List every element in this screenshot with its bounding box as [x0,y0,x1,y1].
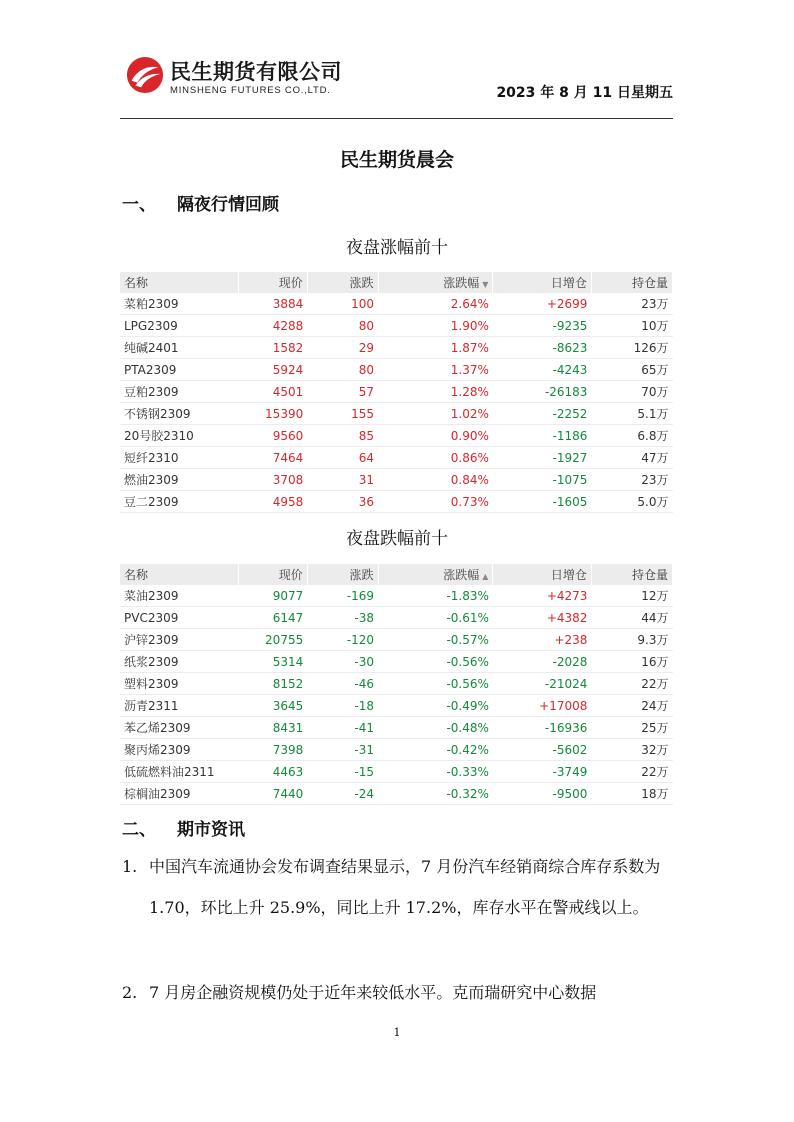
price-change: 36 [307,491,378,513]
change-percent: 2.64% [378,293,493,315]
last-price: 4958 [239,491,308,513]
last-price: 7440 [239,783,308,805]
table-row[interactable] [120,337,673,359]
price-change: 85 [307,425,378,447]
open-interest: 22万 [591,673,672,695]
open-interest: 18万 [591,783,672,805]
table-row[interactable] [120,293,673,315]
price-change: -31 [307,739,378,761]
column-header: 持仓量 [591,272,672,293]
company-logo [126,56,376,100]
open-interest-change: -4243 [493,359,591,381]
table-row[interactable] [120,673,673,695]
last-price: 20755 [239,629,308,651]
column-header: 日增仓 [493,272,591,293]
minsheng-logo-icon [126,56,164,94]
open-interest-change: -5602 [493,739,591,761]
table-row[interactable] [120,469,673,491]
price-change: 100 [307,293,378,315]
contract-name: 20号胶2310 [120,425,239,447]
price-change: -169 [307,585,378,607]
last-price: 9077 [239,585,308,607]
last-price: 4501 [239,381,308,403]
section-heading-overnight [122,190,279,215]
contract-name: 菜油2309 [120,585,239,607]
contract-name: 苯乙烯2309 [120,717,239,739]
change-percent: -0.49% [378,695,493,717]
change-percent: 1.28% [378,381,493,403]
change-percent: 0.86% [378,447,493,469]
price-change: 31 [307,469,378,491]
table-row[interactable] [120,651,673,673]
change-percent: -1.83% [378,585,493,607]
open-interest-change: +2699 [493,293,591,315]
change-percent: -0.57% [378,629,493,651]
gainers-table [120,272,673,513]
open-interest-change: -3749 [493,761,591,783]
losers-table-body [120,585,673,805]
logo-chinese-name: 民生期货有限公司 [170,60,342,84]
column-header: 现价 [239,564,308,585]
table-header-row [120,564,673,585]
table-row[interactable] [120,607,673,629]
column-header-label: 涨跌幅 [443,276,480,290]
open-interest-change: -9235 [493,315,591,337]
contract-name: 沪锌2309 [120,629,239,651]
table-row[interactable] [120,491,673,513]
price-change: -46 [307,673,378,695]
contract-name: 塑料2309 [120,673,239,695]
contract-name: 聚丙烯2309 [120,739,239,761]
change-percent: -0.56% [378,651,493,673]
sort-descending-icon: ▼ [482,280,489,289]
news-item-number: 2. [122,983,138,1002]
contract-name: 棕榈油2309 [120,783,239,805]
table-row[interactable] [120,739,673,761]
section-number: 二、 [122,820,156,840]
open-interest-change: -21024 [493,673,591,695]
open-interest-change: -1186 [493,425,591,447]
price-change: -30 [307,651,378,673]
section-title: 隔夜行情回顾 [177,195,279,215]
contract-name: 豆二2309 [120,491,239,513]
table-row[interactable] [120,447,673,469]
table-row[interactable] [120,585,673,607]
contract-name: PTA2309 [120,359,239,381]
change-percent: 1.02% [378,403,493,425]
table-row[interactable] [120,695,673,717]
last-price: 8431 [239,717,308,739]
change-percent: -0.32% [378,783,493,805]
contract-name: 豆粕2309 [120,381,239,403]
price-change: 64 [307,447,378,469]
open-interest: 5.1万 [591,403,672,425]
change-percent: 0.73% [378,491,493,513]
report-date: 2023 年 8 月 11 日星期五 [496,85,673,101]
open-interest-change: -2028 [493,651,591,673]
last-price: 3884 [239,293,308,315]
open-interest-change: -1927 [493,447,591,469]
open-interest: 44万 [591,607,672,629]
open-interest-change: -1075 [493,469,591,491]
losers-table-title: 夜盘跌幅前十 [346,529,448,549]
contract-name: LPG2309 [120,315,239,337]
column-header: 名称 [120,272,239,293]
price-change: 155 [307,403,378,425]
table-header-row [120,272,673,293]
contract-name: 沥青2311 [120,695,239,717]
open-interest-change: -1605 [493,491,591,513]
change-percent: 1.37% [378,359,493,381]
news-item-text: 中国汽车流通协会发布调查结果显示，7 月份汽车经销商综合库存系数为 1.70，环比上升 25.9%，同比上升 17.2%，库存水平在警戒线以上。 [149,857,661,917]
open-interest: 16万 [591,651,672,673]
last-price: 6147 [239,607,308,629]
gainers-table-title: 夜盘涨幅前十 [346,238,448,258]
price-change: 80 [307,315,378,337]
table-row[interactable] [120,783,673,805]
open-interest: 47万 [591,447,672,469]
column-header: 涨跌 [307,272,378,293]
open-interest: 70万 [591,381,672,403]
column-header-sorted[interactable] [378,564,493,585]
page-header [120,56,673,118]
price-change: 29 [307,337,378,359]
header-divider [120,118,673,119]
open-interest: 23万 [591,469,672,491]
table-row[interactable] [120,381,673,403]
open-interest-change: -2252 [493,403,591,425]
news-item [122,972,675,1013]
losers-table [120,564,673,805]
table-row[interactable] [120,761,673,783]
price-change: -15 [307,761,378,783]
contract-name: 菜粕2309 [120,293,239,315]
section-heading-news [122,815,245,840]
table-row[interactable] [120,629,673,651]
open-interest: 25万 [591,717,672,739]
last-price: 7464 [239,447,308,469]
column-header-sorted[interactable] [378,272,493,293]
open-interest: 22万 [591,761,672,783]
change-percent: 1.90% [378,315,493,337]
price-change: 80 [307,359,378,381]
contract-name: 不锈钢2309 [120,403,239,425]
open-interest-change: -9500 [493,783,591,805]
table-row[interactable] [120,315,673,337]
column-header: 持仓量 [591,564,672,585]
last-price: 9560 [239,425,308,447]
table-row[interactable] [120,717,673,739]
last-price: 5924 [239,359,308,381]
open-interest: 32万 [591,739,672,761]
logo-english-name: MINSHENG FUTURES CO.,LTD. [170,85,331,96]
change-percent: -0.33% [378,761,493,783]
open-interest-change: +238 [493,629,591,651]
price-change: -41 [307,717,378,739]
last-price: 4288 [239,315,308,337]
open-interest: 126万 [591,337,672,359]
document-title: 民生期货晨会 [339,149,454,171]
last-price: 15390 [239,403,308,425]
contract-name: 纸浆2309 [120,651,239,673]
gainers-table-body [120,293,673,513]
column-header: 名称 [120,564,239,585]
open-interest-change: -16936 [493,717,591,739]
open-interest: 5.0万 [591,491,672,513]
contract-name: 纯碱2401 [120,337,239,359]
last-price: 5314 [239,651,308,673]
change-percent: 0.84% [378,469,493,491]
price-change: 57 [307,381,378,403]
table-row[interactable] [120,359,673,381]
open-interest: 65万 [591,359,672,381]
news-item-number: 1. [122,857,138,876]
price-change: -24 [307,783,378,805]
open-interest: 9.3万 [591,629,672,651]
change-percent: -0.48% [378,717,493,739]
last-price: 8152 [239,673,308,695]
price-change: -120 [307,629,378,651]
price-change: -18 [307,695,378,717]
contract-name: PVC2309 [120,607,239,629]
contract-name: 燃油2309 [120,469,239,491]
open-interest-change: +4382 [493,607,591,629]
news-item-text: 7 月房企融资规模仍处于近年来较低水平。克而瑞研究中心数据 [149,983,597,1002]
change-percent: -0.42% [378,739,493,761]
open-interest: 23万 [591,293,672,315]
price-change: -38 [307,607,378,629]
open-interest-change: +4273 [493,585,591,607]
change-percent: -0.56% [378,673,493,695]
open-interest-change: -26183 [493,381,591,403]
column-header-label: 涨跌幅 [443,568,480,582]
open-interest-change: +17008 [493,695,591,717]
table-row[interactable] [120,403,673,425]
contract-name: 低硫燃料油2311 [120,761,239,783]
change-percent: 1.87% [378,337,493,359]
section-number: 一、 [122,195,156,215]
last-price: 7398 [239,739,308,761]
page-number: 1 [393,1026,401,1039]
change-percent: 0.90% [378,425,493,447]
table-row[interactable] [120,425,673,447]
last-price: 4463 [239,761,308,783]
last-price: 3708 [239,469,308,491]
sort-ascending-icon: ▲ [482,572,489,581]
last-price: 3645 [239,695,308,717]
open-interest: 12万 [591,585,672,607]
contract-name: 短纤2310 [120,447,239,469]
news-item [122,846,675,928]
last-price: 1582 [239,337,308,359]
column-header: 现价 [239,272,308,293]
open-interest-change: -8623 [493,337,591,359]
column-header: 涨跌 [307,564,378,585]
section-title: 期市资讯 [177,820,245,840]
open-interest: 24万 [591,695,672,717]
change-percent: -0.61% [378,607,493,629]
open-interest: 6.8万 [591,425,672,447]
column-header: 日增仓 [493,564,591,585]
open-interest: 10万 [591,315,672,337]
